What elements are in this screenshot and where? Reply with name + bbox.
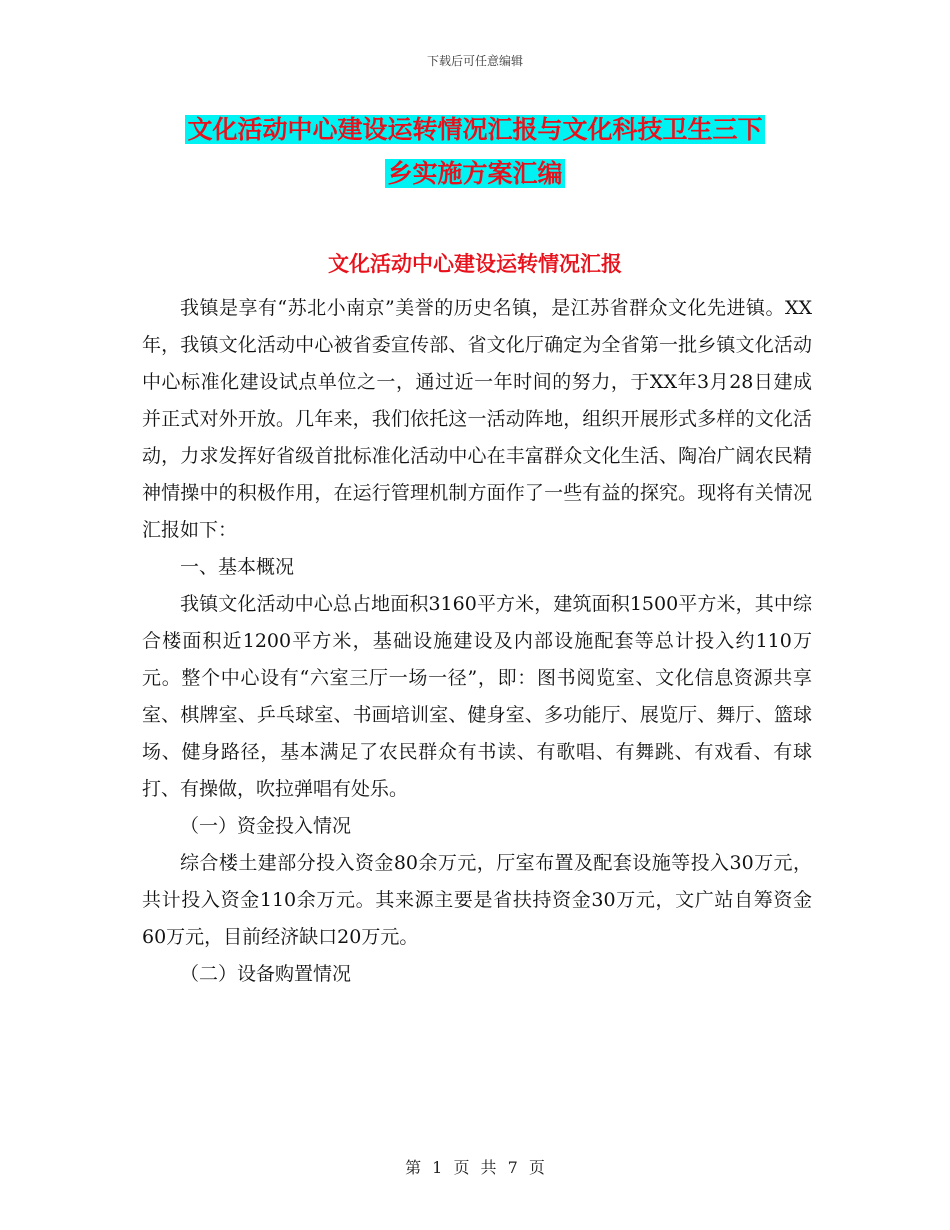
paragraph-intro: 我镇是享有“苏北小南京”美誉的历史名镇，是江苏省群众文化先进镇。XX年，我镇文化活动中心被省委宣传部、省文化厅确定为全省第一批乡镇文化活动中心标准化建设试点单位之一，通过近一年时间的努力，于XX年3月28日建成并正式对外开放。几年来，我们依托这一活动阵地，组织开展形式多样的文化活动，力求发挥好省级首批标准化活动中心在丰富群众文化生活、陶冶广阔农民精神情操中的积极作用，在运行管理机制方面作了一些有益的探究。现将有关情况汇报如下： bbox=[142, 297, 812, 541]
paragraph-overview: 我镇文化活动中心总占地面积3160平方米，建筑面积1500平方米，其中综合楼面积近1200平方米，基础设施建设及内部设施配套等总计投入约110万元。整个中心设有“六室三厅一场一径”，即：图书阅览室、文化信息资源共享室、棋牌室、乒乓球室、书画培训室、健身室、多功能厅、展览厅、舞厅、篮球场、健身路径，基本满足了农民群众有书读、有歌唱、有舞跳、有戏看、有球打、有操做，吹拉弹唱有处乐。 bbox=[142, 593, 812, 800]
document-title-line-1 bbox=[120, 113, 830, 147]
section-title: 文化活动中心建设运转情况汇报 bbox=[328, 251, 622, 276]
document-title-line-2 bbox=[120, 157, 830, 191]
document-title-text-2: 乡实施方案汇编 bbox=[387, 159, 563, 188]
document-title-text-1: 文化活动中心建设运转情况汇报与文化科技卫生三下 bbox=[187, 115, 763, 144]
heading-funding: （一）资金投入情况 bbox=[180, 815, 352, 837]
paragraph-funding: 综合楼土建部分投入资金80余万元，厅室布置及配套设施等投入30万元，共计投入资金110余万元。其来源主要是省扶持资金30万元，文广站自筹资金60万元，目前经济缺口20万元。 bbox=[142, 852, 812, 948]
heading-equipment: （二）设备购置情况 bbox=[180, 963, 352, 985]
document-body bbox=[142, 290, 812, 993]
heading-basic-overview: 一、基本概况 bbox=[180, 556, 295, 578]
page-footer: 第 1 页 共 7 页 bbox=[405, 1158, 545, 1177]
header-note: 下载后可任意编辑 bbox=[426, 54, 523, 68]
